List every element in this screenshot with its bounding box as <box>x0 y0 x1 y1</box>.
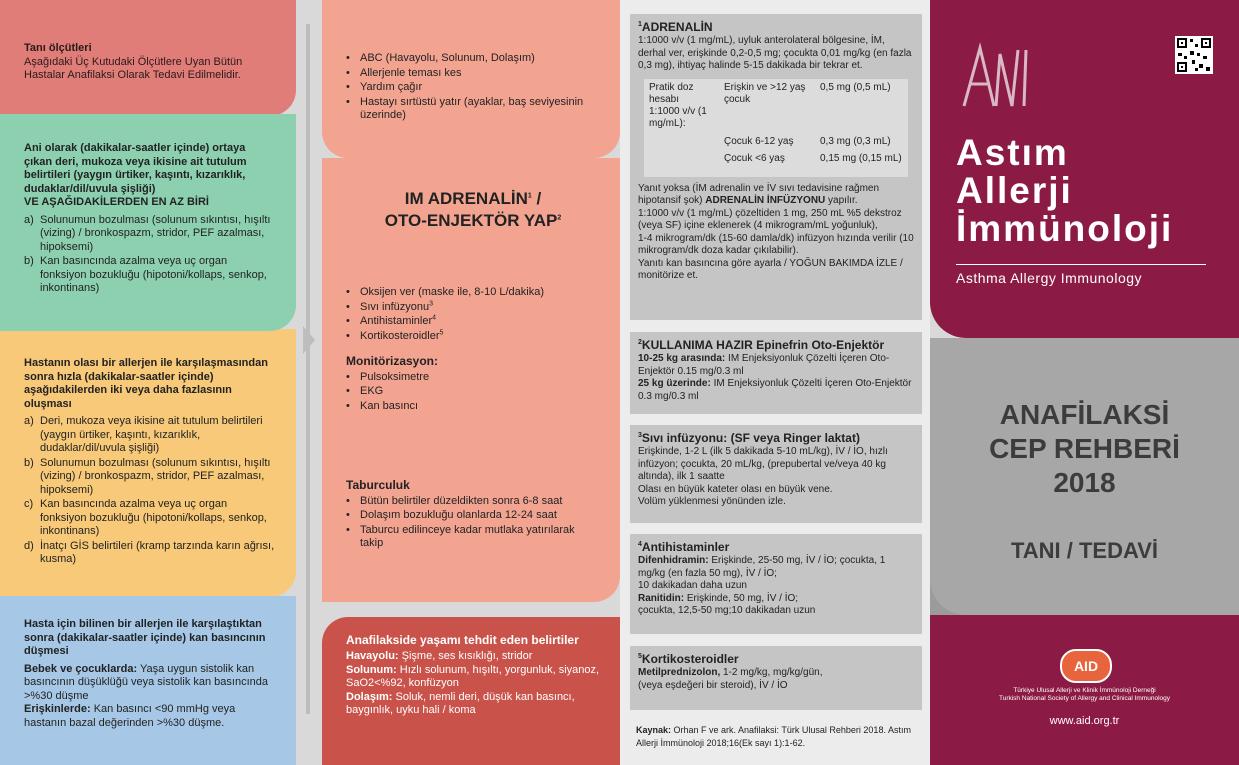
criteria-2-list <box>24 415 276 567</box>
methylprednisolone-line: Metilprednizolon, 1-2 mg/kg, mg/kg/gün, <box>638 667 823 678</box>
adrenaline-step <box>322 158 620 262</box>
life-threatening-title: Anafilakside yaşamı tehdit eden belirtiler <box>346 633 579 647</box>
adrenaline-title: $^1$ADRENALİN <box>638 20 713 34</box>
guide-title: ANAFİLAKSİ CEP REHBERİ 2018 <box>989 399 1180 498</box>
cover-column <box>930 0 1239 765</box>
breathing-line: Solunum: Hızlı solunum, hışıltı, yorgunluk, siyanoz, SaO2<%92, konfüzyon <box>346 663 600 689</box>
list-item: d) İnatçı GİS belirtileri (kramp tarzında karın ağrısı, kusma) <box>24 539 275 565</box>
discharge-list <box>346 495 600 551</box>
flow-arrow-icon <box>303 326 315 354</box>
ranitidine-child: çocukta, 12,5-50 mg;10 dakikadan uzun <box>638 605 816 616</box>
monitoring-list <box>346 371 600 414</box>
criteria-1-list <box>24 214 276 296</box>
list-item: • Hastayı sırtüstü yatır (ayaklar, baş seviyesinin üzerinde) <box>346 95 584 121</box>
journal-header <box>930 0 1239 338</box>
autoinjector-box-title: $^2$KULLANIMA HAZIR Epinefrin Oto-Enjektör <box>638 338 885 352</box>
criteria-text: Aşağıdaki Üç Kutudaki Ölçütlere Uyan Bütün Hastalar Anafilaksi Olarak Tedavi Edilmelidir. <box>24 55 243 81</box>
drug-details-column <box>620 0 930 765</box>
list-item: • Dolaşım bozukluğu olanlarda 12-24 saat <box>346 509 557 521</box>
journal-name: Astım Allerji İmmünoloji <box>956 132 1174 249</box>
list-item: • Bütün belirtiler düzeldikten sonra 6-8 saat <box>346 494 563 507</box>
fluid-volume: Volüm yüklenmesi yönünden izle. <box>638 496 786 507</box>
criteria-1-lead: Ani olarak (dakikalar-saatler içinde) ortaya çıkan deri, mukoza veya ikisine ait tutulum belirtileri (yaygın ürtiker, kaşıntı, kızarıklık, dudaklar/dil/uvula şişliği) <box>24 142 247 195</box>
criteria-column <box>0 0 296 765</box>
diagnosis-criteria-box <box>0 0 296 116</box>
list-item: • Kortikosteroidler$^5$ <box>346 328 444 342</box>
criteria-1-lead2: VE AŞAĞIDAKİLERDEN EN AZ BİRİ <box>24 196 209 208</box>
list-item: • Oksijen ver (maske ile, 8-10 L/dakika) <box>346 286 545 298</box>
diagnosis-treatment-label: TANI / TEDAVİ <box>1010 538 1159 563</box>
fluid-box <box>630 425 922 523</box>
infusion-rate: 1-4 mikrogram/dk (15-60 damla/dk) infüzyon hızında verilir (10 mikrogram/dk doza kadar çıkılabilir). <box>638 232 914 256</box>
list-item: b) Kan basıncında azalma veya uç organ fonksiyon bozukluğu (hipotoni/kollaps, senkop, inkontinans) <box>24 255 267 294</box>
dose-table-label: Pratik doz hesabı 1:1000 v/v (1 mg/mL): <box>649 81 707 129</box>
dose-value: 0,5 mg (0,5 mL) <box>820 81 891 93</box>
fluid-dose: Erişkinde, 1-2 L (ilk 5 dakikada 5-10 mL/kg), İV / İO, hızlı infüzyon; çocukta, 20 mL/kg, (prepubertal ve/veya 40 kg altında), ilk 1 saatte <box>638 446 888 482</box>
list-item: • Pulsoksimetre <box>346 370 430 383</box>
monitoring-title: Monitörizasyon: <box>346 354 438 368</box>
list-item: • EKG <box>346 385 384 397</box>
journal-name-english: Asthma Allergy Immunology <box>956 270 1143 286</box>
list-item: a) Solunumun bozulması (solunum sıkıntısı, hışıltı (vizing) / bronkospazm, stridor, PEF azalması, hipoksemi) <box>24 213 271 253</box>
corticosteroid-title: $^5$Kortikosteroidler <box>638 652 739 666</box>
airway-line: Havayolu: Şişme, ses kısıklığı, stridor <box>346 650 533 662</box>
list-item: • ABC (Havayolu, Solunum, Dolaşım) <box>346 52 535 64</box>
list-item: • Taburcu edilinceye kadar mutlaka yatırılarak takip <box>346 523 575 549</box>
list-item: • Sıvı infüzyonu$^3$ <box>346 299 433 313</box>
list-item: b) Solunumun bozulması (solunum sıkıntısı, hışıltı (vizing) / bronkospazm, stridor, PEF azalması, hipoksemi) <box>24 456 271 496</box>
dose-group: Erişkin ve >12 yaş çocuk <box>724 81 806 105</box>
antihistamine-box <box>630 534 922 634</box>
criteria-3-lead: Hasta için bilinen bir allerjen ile karşılaştıktan sonra (dakikalar-saatler içinde) kan basıncının düşmesi <box>24 618 266 657</box>
qr-code-icon <box>1175 36 1213 74</box>
website-link[interactable]: www.aid.org.tr <box>1049 715 1120 727</box>
supportive-care-box <box>322 262 620 602</box>
association-name: Türkiye Ulusal Allerji ve Klinik İmmünoloji Derneği Turkish National Society of Allergy and Clinical Immunology <box>998 687 1170 702</box>
list-item: a) Deri, mukoza veya ikisine ait tutulum belirtileri (yaygın ürtiker, kaşıntı, kızarıklık, dudaklar/dil/uvula şişliği) <box>24 415 263 454</box>
dose-value: 0,15 mg (0,15 mL) <box>820 152 902 164</box>
im-adrenaline-title: IM ADRENALİN$^1$ / <box>404 189 542 208</box>
corticosteroid-box <box>630 646 922 710</box>
criteria-title: Tanı ölçütleri <box>24 42 92 54</box>
list-item: • Yardım çağır <box>346 81 423 93</box>
discharge-title: Taburculuk <box>346 478 410 492</box>
criteria-box-2 <box>0 329 296 597</box>
source-citation: Kaynak: Orhan F ve ark. Anafilaksi: Türk Ulusal Rehberi 2018. Astım Allerji İmmünoloji 2018;16(Ek sayı 1):1-62. <box>636 725 911 748</box>
list-item: • Allerjenle teması kes <box>346 66 462 79</box>
criteria-box-3 <box>0 596 296 765</box>
first-steps-list <box>346 52 600 123</box>
steroid-equivalent: (veya eşdeğeri bir steroid), İV / İO <box>638 679 788 691</box>
supportive-list <box>346 286 600 343</box>
diphenhydramine-line: Difenhidramin: Erişkinde, 25-50 mg, İV / İO; çocukta, 1 mg/kg (en fazla 50 mg), İV / İO; <box>638 555 886 579</box>
dose-group: Çocuk 6-12 yaş <box>724 135 794 147</box>
dose-group: Çocuk <6 yaş <box>724 152 785 164</box>
fluid-title: $^3$Sıvı infüzyonu: (SF veya Ringer laktat) <box>638 431 860 445</box>
dose-table <box>644 79 908 177</box>
adrenaline-box <box>630 14 922 320</box>
infusion-intro: Yanıt yoksa (İM adrenalin ve İV sıvı tedavisine rağmen hipotansif şok) ADRENALİN İNFÜZYONU yapılır. <box>638 182 880 206</box>
ranitidine-line: Ranitidin: Erişkinde, 50 mg, İV / İO; <box>638 592 799 604</box>
journal-logo-icon <box>960 40 1040 110</box>
criteria-3-adults: Erişkinlerde: Kan basıncı <90 mmHg veya hastanın bazal değerinden >%30 düşme. <box>24 703 236 729</box>
infusion-monitor: Yanıtı kan basıncına göre ayarla / YOĞUN BAKIMDA İZLE / monitörize et. <box>638 257 903 281</box>
treatment-column <box>322 0 620 765</box>
list-item: • Kan basıncı <box>346 399 419 412</box>
list-item: c) Kan basıncında azalma veya uç organ fonksiyon bozukluğu (hipotoni/kollaps, senkop, inkontinans) <box>24 498 267 537</box>
autoinjector-low: 10-25 kg arasında: IM Enjeksiyonluk Çözelti İçeren Oto-Enjektör 0.15 mg/0.3 ml <box>638 353 890 377</box>
association-footer <box>930 615 1239 765</box>
first-steps-box <box>322 0 620 158</box>
criteria-3-children: Bebek ve çocuklarda: Yaşa uygun sistolik kan basıncının düşüklüğü veya sistolik kan basıncında >%30 düşme <box>24 662 268 702</box>
autoinjector-box <box>630 332 922 414</box>
criteria-box-1 <box>0 114 296 331</box>
infusion-prep: 1:1000 v/v (1 mg/mL) çözeltiden 1 mg, 250 mL %5 dekstroz (veya SF) içine eklenerek (4 mikrogram/mL yoğunluk), <box>638 207 902 231</box>
title-panel <box>930 338 1239 615</box>
criteria-2-lead: Hastanın olası bir allerjen ile karşılaşmasından sonra hızla (dakikalar-saatler içinde) aşağıdakilerden iki veya daha fazlasının oluşması <box>24 357 268 410</box>
autoinjector-high: 25 kg üzerinde: IM Enjeksiyonluk Çözelti İçeren Oto-Enjektör 0.3 mg/0.3 ml <box>638 378 912 402</box>
aid-logo: AID <box>1060 649 1112 683</box>
diphenhydramine-duration: 10 dakikadan daha uzun <box>638 580 747 591</box>
antihistamine-title: $^4$Antihistaminler <box>638 540 730 554</box>
list-item: • Antihistaminler$^4$ <box>346 314 437 327</box>
life-threatening-box <box>322 617 620 765</box>
adrenaline-text: 1:1000 v/v (1 mg/mL), uyluk anterolateral bölgesine, İM, derhal ver, erişkinde 0,2-0,5 mg; çocukta 0,01 mg/kg (en fazla 0,3 mg), ihtiyaç halinde 5-15 dakikada bir tekrar et. <box>638 35 912 71</box>
fluid-catheter: Olası en büyük kateter olası en büyük vene. <box>638 483 833 495</box>
circulation-line: Dolaşım: Soluk, nemli deri, düşük kan basıncı, baygınlık, uyku hali / koma <box>346 690 575 716</box>
autoinjector-title: OTO-ENJEKTÖR YAP$^2$ <box>384 211 562 230</box>
dose-value: 0,3 mg (0,3 mL) <box>820 135 891 147</box>
flow-connector <box>306 24 310 714</box>
